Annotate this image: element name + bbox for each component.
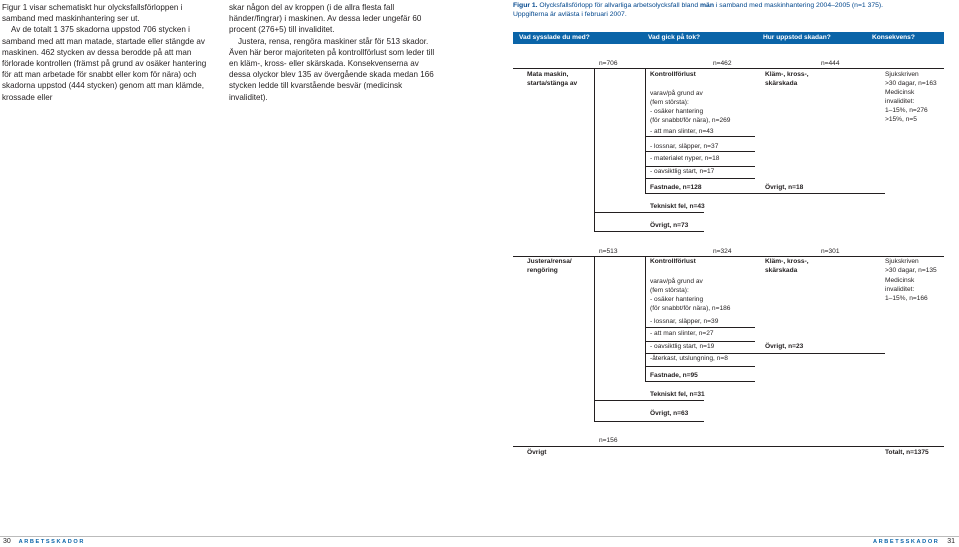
technical-fault-label: Tekniskt fel, n=43 — [650, 203, 705, 210]
detail-text: (fem största): — [650, 99, 689, 106]
n-label: n=706 — [599, 60, 618, 67]
consequence-text: invaliditet: — [885, 98, 915, 105]
page-number: 31 — [947, 538, 955, 545]
activity-label: Mata maskin, — [527, 71, 569, 78]
connector-line — [645, 68, 646, 193]
detail-text: - osäker hantering — [650, 108, 704, 115]
control-loss-label: Kontrollförlust — [650, 71, 696, 78]
technical-fault-label: Tekniskt fel, n=31 — [650, 391, 705, 398]
figure-title — [513, 2, 943, 19]
n-label: n=462 — [713, 60, 732, 67]
injury-type-label: skärskada — [765, 80, 798, 87]
branch-line — [594, 400, 704, 401]
header-activity: Vad sysslade du med? — [519, 34, 590, 41]
page-number: 30 — [3, 538, 11, 545]
header-what-went-wrong: Vad gick på tok? — [648, 34, 701, 41]
flow-line — [645, 193, 885, 194]
branch-line — [645, 366, 755, 367]
article-column-1 — [2, 2, 212, 103]
injury-type-label: Kläm-, kross-, — [765, 71, 809, 78]
branch-line — [645, 381, 755, 382]
connector-line — [594, 68, 595, 231]
n-label: n=513 — [599, 248, 618, 255]
control-loss-label: Kontrollförlust — [650, 258, 696, 265]
cause-item: - lossnar, släpper, n=37 — [650, 143, 719, 150]
figure-title-text: Olycksfallsförlopp för allvarliga arbetsolycksfall bland — [537, 2, 699, 9]
paragraph: Figur 1 visar schematiskt hur olycksfallsförloppen i samband med maskinhantering ser ut. — [2, 3, 183, 24]
flow-line — [645, 353, 885, 354]
figure-label: Figur 1. — [513, 2, 538, 9]
detail-text: varav/på grund av — [650, 90, 703, 97]
footer-left — [3, 538, 85, 546]
running-title: ARBETSSKADOR — [18, 539, 86, 545]
other-activity-label: Övrigt — [527, 449, 547, 456]
figure-title-emphasis: män — [698, 2, 716, 9]
branch-line — [645, 341, 755, 342]
branch-line — [645, 327, 755, 328]
consequence-text: 1–15%, n=166 — [885, 295, 928, 302]
cause-item: - materialet nyper, n=18 — [650, 155, 720, 162]
activity-label: starta/stänga av — [527, 80, 578, 87]
activity-label: Justera/rensa/ — [527, 258, 572, 265]
detail-text: - osäker hantering — [650, 296, 704, 303]
stuck-label: Fastnade, n=95 — [650, 372, 698, 379]
paragraph: Justera, rensa, rengöra maskiner står för 513 skador. Även här beror majoriteten på kontrollförlust som leder till en kläm-, kross- eller skärskada. Konsekvenserna av dessa olyckor blev 135 av övergående skada medan 166 stycken ledde till kvarstående besvär (medicinsk invaliditet). — [229, 36, 435, 102]
total-label: Totalt, n=1375 — [885, 449, 929, 456]
n-label: n=324 — [713, 248, 732, 255]
activity-label: rengöring — [527, 267, 558, 274]
cause-item: - oavsiktlig start, n=17 — [650, 168, 715, 175]
n-label: n=156 — [599, 437, 618, 444]
consequence-text: >15%, n=5 — [885, 116, 917, 123]
branch-line — [594, 421, 704, 422]
consequence-text: Medicinsk — [885, 89, 915, 96]
detail-text: (fem största): — [650, 287, 689, 294]
consequence-text: Sjukskriven — [885, 258, 919, 265]
consequence-text: >30 dagar, n=135 — [885, 267, 937, 274]
paragraph: skar någon del av kroppen (i de allra flesta fall händer/fingrar) i maskinen. Av dessa leder ungefär 60 procent (276+5) till invaliditet. — [229, 3, 422, 35]
cause-item: - att man slinter, n=27 — [650, 330, 714, 337]
detail-text: varav/på grund av — [650, 278, 703, 285]
cause-item: -återkast, utslungning, n=8 — [650, 355, 728, 362]
other-label: Övrigt, n=63 — [650, 410, 689, 417]
figure-title-text: i samband med maskinhantering 2004–2005 (n=1 375). — [715, 2, 884, 9]
injury-type-label: skärskada — [765, 267, 798, 274]
injury-type-label: Kläm-, kross-, — [765, 258, 809, 265]
n-label: n=444 — [821, 60, 840, 67]
article-column-2 — [229, 2, 441, 103]
cause-item: - att man slinter, n=43 — [650, 128, 714, 135]
consequence-text: invaliditet: — [885, 286, 915, 293]
cause-item: - lossnar, släpper, n=39 — [650, 318, 719, 325]
branch-line — [594, 231, 704, 232]
connector-line — [594, 256, 595, 421]
header-how-injury: Hur uppstod skadan? — [763, 34, 831, 41]
footer-right — [873, 538, 955, 546]
consequence-text: 1–15%, n=276 — [885, 107, 928, 114]
footer-rule — [0, 536, 959, 537]
figure-header-bar — [513, 32, 944, 44]
connector-line — [645, 256, 646, 381]
header-consequence: Konsekvens? — [872, 34, 915, 41]
paragraph: Av de totalt 1 375 skadorna uppstod 706 stycken i samband med att man matade, startade eller stängde av maskinen. 462 stycken av dessa berodde på att man förlorade kontrollen (främst på grund av osäker hantering för att man arbetade för snabbt eller kom för nära) och skadorna uppstod (444 stycken) genom att man klämde, krossade eller — [2, 25, 207, 102]
other-injury-label: Övrigt, n=18 — [765, 184, 804, 191]
detail-text: (för snabbt/för nära), n=269 — [650, 117, 731, 124]
consequence-text: Medicinsk — [885, 277, 915, 284]
n-label: n=301 — [821, 248, 840, 255]
stuck-label: Fastnade, n=128 — [650, 184, 702, 191]
figure-subtitle: Uppgifterna är avlästa i februari 2007. — [513, 10, 627, 18]
detail-text: (för snabbt/för nära), n=186 — [650, 305, 731, 312]
branch-line — [645, 178, 755, 179]
cause-item: - oavsiktlig start, n=19 — [650, 343, 715, 350]
branch-line — [594, 212, 704, 213]
branch-line — [645, 166, 755, 167]
consequence-text: >30 dagar, n=163 — [885, 80, 937, 87]
consequence-text: Sjukskriven — [885, 71, 919, 78]
flow-line — [513, 446, 944, 447]
other-label: Övrigt, n=73 — [650, 222, 689, 229]
other-injury-label: Övrigt, n=23 — [765, 343, 804, 350]
running-title: ARBETSSKADOR — [872, 539, 940, 545]
